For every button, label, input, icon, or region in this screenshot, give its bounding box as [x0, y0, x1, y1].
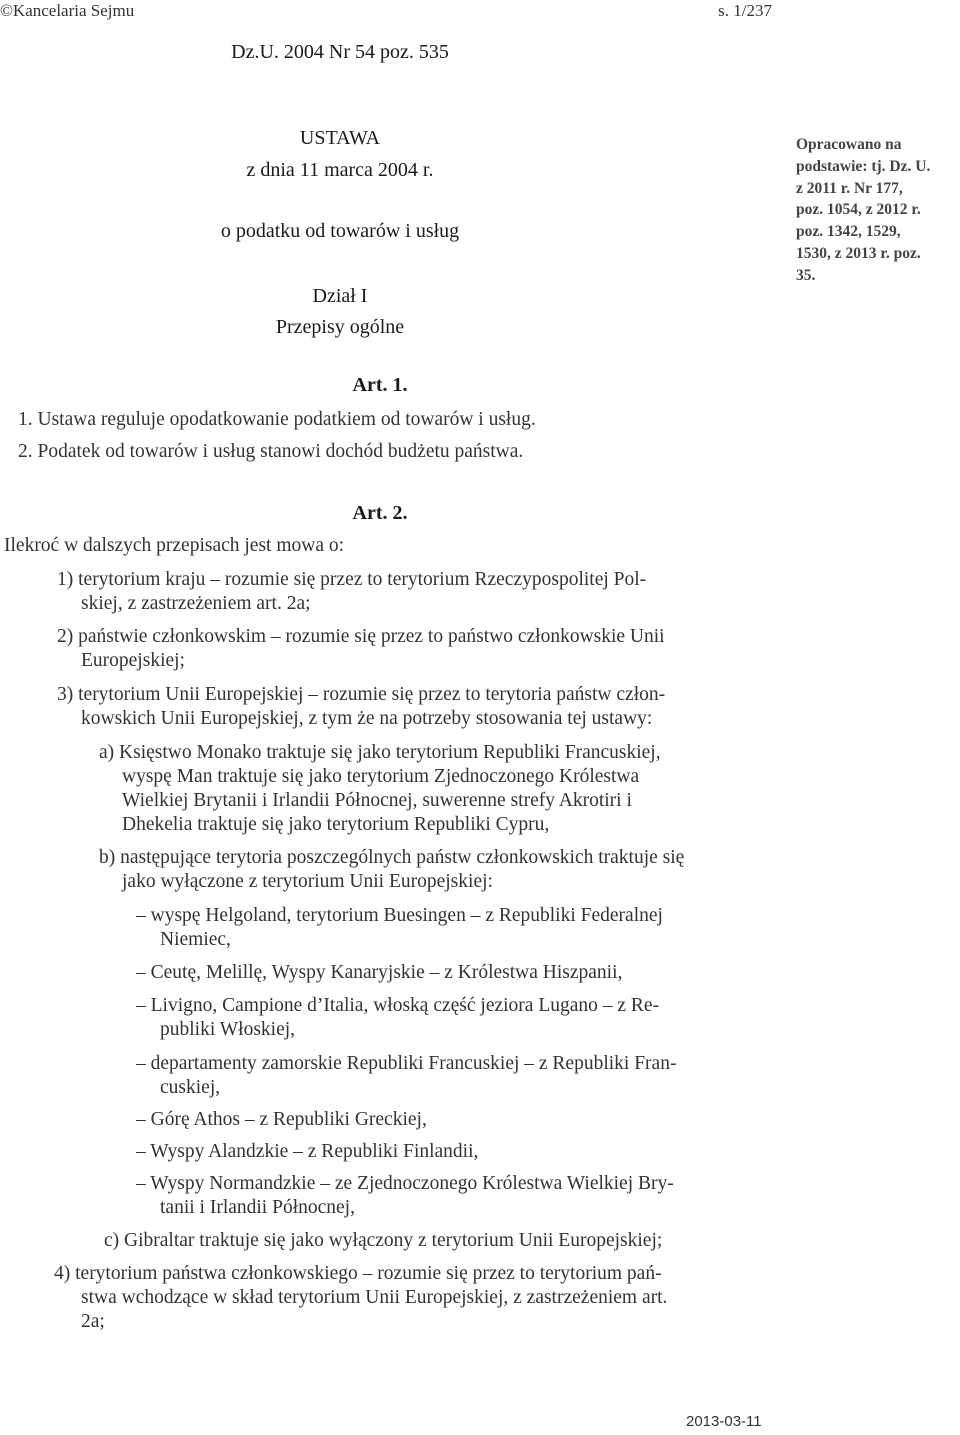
- footer-date: 2013-03-11: [686, 1413, 762, 1430]
- excluded-territory-line: tanii i Irlandii Północnej,: [160, 1197, 355, 1218]
- article-1-heading: Art. 1.: [352, 374, 408, 396]
- act-date: z dnia 11 marca 2004 r.: [246, 159, 434, 181]
- article-2-heading: Art. 2.: [352, 502, 408, 524]
- item-1-line: 1) terytorium kraju – rozumie się przez to terytorium Rzeczypospolitej Pol-: [57, 569, 647, 590]
- subitem-a-line: Wielkiej Brytanii i Irlandii Północnej, suwerenne strefy Akrotiri i: [122, 790, 632, 811]
- article-1-paragraph-1: 1. Ustawa reguluje opodatkowanie podatkiem od towarów i usług.: [18, 409, 536, 430]
- excluded-territory-line: – departamenty zamorskie Republiki Francuskiej – z Republiki Fran-: [136, 1053, 677, 1074]
- source-note-line: z 2011 r. Nr 177,: [796, 179, 903, 197]
- source-note-line: poz. 1054, z 2012 r.: [796, 201, 921, 219]
- subitem-a-line: a) Księstwo Monako traktuje się jako terytorium Republiki Francuskiej,: [99, 742, 661, 763]
- source-note-line: 35.: [796, 266, 816, 284]
- subitem-b-line: jako wyłączone z terytorium Unii Europejskiej:: [122, 871, 493, 892]
- journal-reference: Dz.U. 2004 Nr 54 poz. 535: [231, 41, 449, 63]
- excluded-territory-line: – Livigno, Campione d’Italia, włoską część jeziora Lugano – z Re-: [136, 995, 660, 1016]
- excluded-territory-line: – Wyspy Normandzkie – ze Zjednoczonego Królestwa Wielkiej Bry-: [136, 1173, 674, 1194]
- excluded-territory-line: publiki Włoskiej,: [160, 1019, 296, 1040]
- item-3-line: 3) terytorium Unii Europejskiej – rozumie się przez to terytoria państw człon-: [57, 684, 666, 705]
- source-note-line: podstawie: tj. Dz. U.: [796, 157, 931, 175]
- excluded-territory-line: cuskiej,: [160, 1077, 221, 1098]
- division-name: Przepisy ogólne: [275, 316, 405, 338]
- source-note-line: 1530, z 2013 r. poz.: [796, 244, 921, 262]
- item-4-line: stwa wchodzące w skład terytorium Unii Europejskiej, z zastrzeżeniem art.: [81, 1287, 668, 1308]
- excluded-territory-line: – Górę Athos – z Republiki Greckiej,: [136, 1109, 427, 1130]
- act-type: USTAWA: [299, 127, 381, 149]
- article-2-intro: Ilekroć w dalszych przepisach jest mowa o:: [4, 535, 345, 556]
- source-note-line: Opracowano na: [796, 136, 902, 153]
- item-4-line: 2a;: [81, 1311, 105, 1332]
- subitem-a-line: wyspę Man traktuje się jako terytorium Zjednoczonego Królestwa: [122, 766, 640, 787]
- subitem-b-line: b) następujące terytoria poszczególnych państw członkowskich traktuje się: [99, 847, 685, 868]
- source-note: [796, 134, 946, 287]
- item-1-line: skiej, z zastrzeżeniem art. 2a;: [81, 593, 311, 614]
- subitem-c-line: c) Gibraltar traktuje się jako wyłączony z terytorium Unii Europejskiej;: [104, 1230, 663, 1251]
- excluded-territory-line: Niemiec,: [160, 929, 231, 950]
- excluded-territory-line: – Ceutę, Melillę, Wyspy Kanaryjskie – z Królestwa Hiszpanii,: [136, 962, 623, 983]
- division-number: Dział I: [312, 285, 368, 307]
- source-note-line: poz. 1342, 1529,: [796, 223, 901, 241]
- excluded-territory-line: – wyspę Helgoland, terytorium Buesingen – z Republiki Federalnej: [136, 905, 663, 926]
- item-3-line: kowskich Unii Europejskiej, z tym że na potrzeby stosowania tej ustawy:: [81, 708, 653, 729]
- page-number: s. 1/237: [718, 1, 772, 20]
- excluded-territory-line: – Wyspy Alandzkie – z Republiki Finlandii,: [136, 1141, 479, 1162]
- subitem-a-line: Dhekelia traktuje się jako terytorium Republiki Cypru,: [122, 814, 550, 835]
- item-4-line: 4) terytorium państwa członkowskiego – rozumie się przez to terytorium pań-: [54, 1263, 662, 1284]
- item-2-line: 2) państwie członkowskim – rozumie się przez to państwo członkowskie Unii: [57, 626, 665, 647]
- act-subject: o podatku od towarów i usług: [220, 220, 460, 242]
- item-2-line: Europejskiej;: [81, 650, 185, 671]
- article-1-paragraph-2: 2. Podatek od towarów i usług stanowi dochód budżetu państwa.: [18, 441, 524, 462]
- header-source: ©Kancelaria Sejmu: [0, 1, 135, 20]
